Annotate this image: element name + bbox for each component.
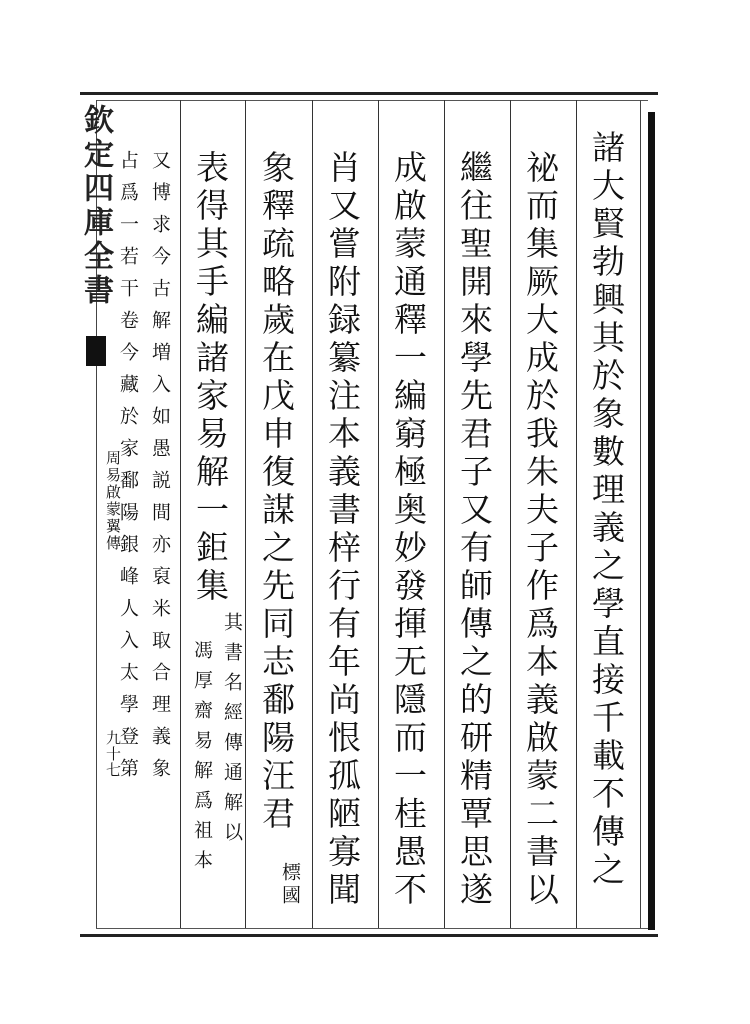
inline-note-right: 其書名經傳通解以 [221,612,243,852]
column-divider [444,100,445,928]
column-divider [510,100,511,928]
column-divider [180,100,181,928]
column-divider [378,100,379,928]
frame-bottom-border [80,934,658,937]
column-divider [576,100,577,928]
text-column-5: 肖又嘗附録纂注本義書梓行有年尚恨孤陋寡聞 [323,150,362,910]
edge-label: 欽定四庫全書 [78,104,113,308]
frame-inner-right-border [640,100,641,928]
text-column-8: 又博求今古解増入如愚説間亦裒米取合理義象 [149,150,171,790]
frame-right-border [648,112,655,930]
frame-inner-top-border [96,100,648,101]
text-column-2: 祕而集厥大成於我朱夫子作爲本義啟蒙二書以 [521,150,560,910]
text-column-9: 占爲一若干卷今藏於家鄱陽銀峰人入太學登第 [117,150,139,790]
column-divider [312,100,313,928]
frame-top-border [80,92,658,95]
inline-note-left: 馮厚齋易解爲祖本 [191,640,213,880]
column-divider [245,100,246,928]
text-column-4: 成啟蒙通釋一編窮極奥妙發揮无隱而一桂愚不 [389,150,428,910]
fishtail-mark [86,336,106,366]
text-column-6: 象釋疏略歲在戊申復謀之先同志鄱陽汪君 [257,150,296,834]
frame-inner-bottom-border [96,928,648,929]
text-column-7: 表得其手編諸家易解一鉅集 [191,150,230,606]
inline-note: 標國 [279,862,301,908]
page-number: 九十七 [104,730,122,778]
text-column-1: 諸大賢勃興其於象數理義之學直接千載不傳之 [587,130,626,890]
book-title: 周易啟蒙翼傳 [104,450,122,552]
text-column-3: 繼往聖開來學先君子又有師傳之的研精覃思遂 [455,150,494,910]
